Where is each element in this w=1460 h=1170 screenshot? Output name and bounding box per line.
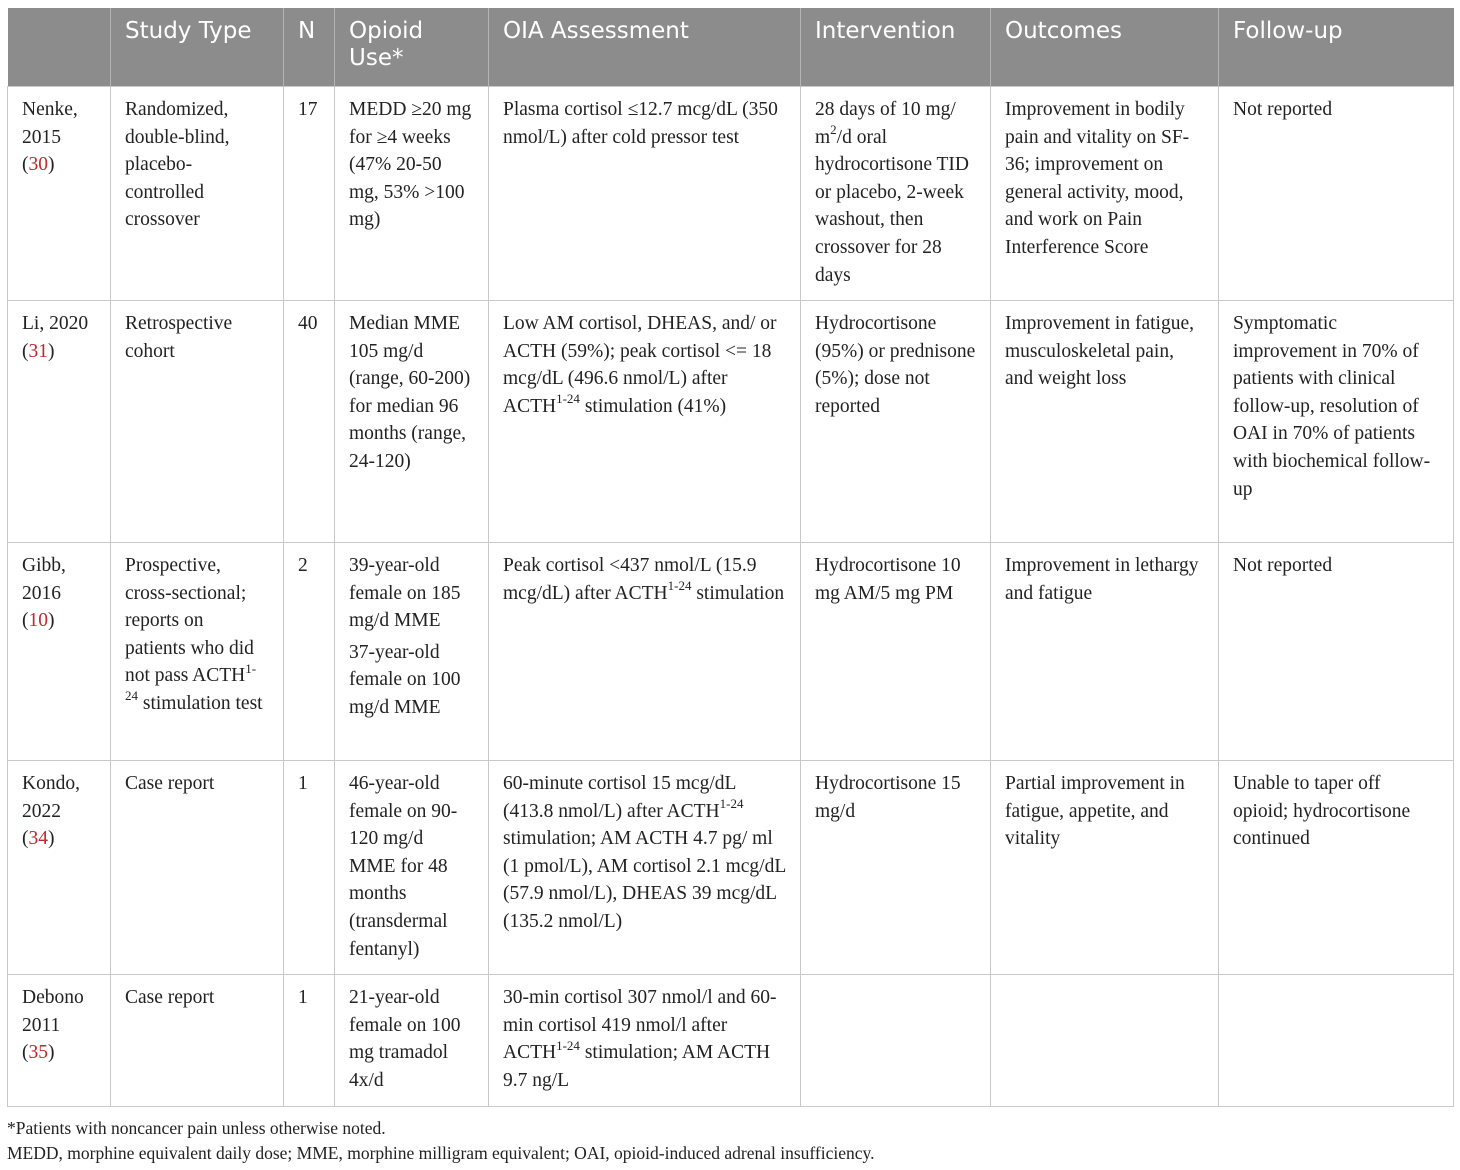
- outcomes-cell: Partial improvement in fatigue, appetite, and vitality: [991, 761, 1219, 975]
- table-row: [8, 301, 1454, 543]
- header-n: N: [284, 8, 335, 87]
- study-name: Gibb, 2016: [22, 555, 66, 604]
- study-cell: Li, 2020 (31): [8, 301, 111, 543]
- reference-link[interactable]: 30: [28, 154, 48, 176]
- outcomes-cell: Improvement in lethargy and fatigue: [991, 543, 1219, 761]
- oia-text: stimulation; AM ACTH 9.7 ng/L: [503, 1042, 771, 1091]
- study-name: Kondo, 2022: [22, 773, 80, 822]
- superscript: 1-24: [556, 391, 580, 407]
- reference-link[interactable]: 10: [28, 610, 48, 632]
- n-cell: 1: [284, 975, 335, 1107]
- n-cell: 1: [284, 761, 335, 975]
- oia-assessment-cell: [489, 543, 801, 761]
- study-name: Nenke, 2015: [22, 99, 78, 148]
- study-type-cell: [111, 543, 284, 761]
- table-row: [8, 87, 1454, 301]
- follow-up-cell: [1219, 975, 1454, 1107]
- intervention-cell: Hydrocortisone (95%) or prednisone (5%); dose not reported: [801, 301, 991, 543]
- oia-text: Peak cortisol <437 nmol/L (15.9 mcg/dL) after ACTH: [503, 555, 757, 604]
- follow-up-cell: Not reported: [1219, 543, 1454, 761]
- table-row: [8, 975, 1454, 1107]
- header-outcomes: Outcomes: [991, 8, 1219, 87]
- oia-text: stimulation: [691, 582, 785, 604]
- study-type-cell: Case report: [111, 975, 284, 1107]
- follow-up-cell: Symptomatic improvement in 70% of patients with clinical follow-up, resolution of OAI in 70% of patients with biochemical follow-up: [1219, 301, 1454, 543]
- opioid-use-cell: 46-year-old female on 90-120 mg/d MME for 48 months (transdermal fentanyl): [335, 761, 489, 975]
- opioid-use-cell: Median MME 105 mg/d (range, 60-200) for median 96 months (range, 24-120): [335, 301, 489, 543]
- follow-up-cell: Not reported: [1219, 87, 1454, 301]
- oia-text: 60-minute cortisol 15 mcg/dL (413.8 nmol/L) after ACTH: [503, 773, 736, 822]
- header-oia-assessment: OIA Assessment: [489, 8, 801, 87]
- superscript: 2: [830, 122, 837, 138]
- oia-assessment-cell: [489, 975, 801, 1107]
- superscript: 1-24: [125, 660, 257, 704]
- study-type-cell: Randomized, double-blind, placebo-controlled crossover: [111, 87, 284, 301]
- study-type-cell: Retrospective cohort: [111, 301, 284, 543]
- superscript: 1-24: [667, 578, 692, 594]
- superscript: 1-24: [556, 1037, 580, 1053]
- opioid-use-cell: MEDD ≥20 mg for ≥4 weeks (47% 20-50 mg, 53% >100 mg): [335, 87, 489, 301]
- footnote: *Patients with noncancer pain unless otherwise noted.: [7, 1118, 386, 1138]
- intervention-text: 28 days of 10 mg/ m: [815, 99, 956, 148]
- oia-text: Low AM cortisol, DHEAS, and/ or ACTH (59%); peak cortisol <= 18 mcg/dL (496.6 nmol/L) after ACTH: [503, 313, 777, 417]
- header-opioid-use: Opioid Use*: [335, 8, 489, 87]
- follow-up-cell: Unable to taper off opioid; hydrocortisone continued: [1219, 761, 1454, 975]
- table-footnotes: [7, 1116, 875, 1166]
- oia-assessment-cell: [489, 301, 801, 543]
- outcomes-cell: Improvement in bodily pain and vitality on SF-36; improvement on general activity, mood, and work on Pain Interference Score: [991, 87, 1219, 301]
- header-blank: [8, 8, 111, 87]
- reference-link[interactable]: 35: [28, 1042, 48, 1064]
- oia-text: stimulation (41%): [579, 395, 727, 417]
- reference-link[interactable]: 34: [28, 828, 48, 850]
- study-cell: Debono 2011 (35): [8, 975, 111, 1107]
- opioid-use-entry: 37-year-old female on 100 mg/d MME: [349, 641, 461, 718]
- n-cell: 2: [284, 543, 335, 761]
- superscript: 1-24: [719, 796, 744, 812]
- oia-text: 30-min cortisol 307 nmol/l and 60-min cortisol 419 nmol/l after ACTH: [503, 987, 777, 1064]
- opioid-use-cell: [335, 543, 489, 761]
- study-name: Debono 2011: [22, 987, 84, 1036]
- study-cell: Nenke, 2015 (30): [8, 87, 111, 301]
- oia-text: stimulation; AM ACTH 4.7 pg/ ml (1 pmol/L), AM cortisol 2.1 mcg/dL (57.9 nmol/L), DHEAS 39 mcg/dL (135.2 nmol/L): [503, 828, 786, 932]
- oia-assessment-cell: Plasma cortisol ≤12.7 mcg/dL (350 nmol/L) after cold pressor test: [489, 87, 801, 301]
- header-follow-up: Follow-up: [1219, 8, 1454, 87]
- intervention-cell: [801, 975, 991, 1107]
- outcomes-cell: Improvement in fatigue, musculoskeletal pain, and weight loss: [991, 301, 1219, 543]
- intervention-text: /d oral hydrocortisone TID or placebo, 2-week washout, then crossover for 28 days: [815, 126, 969, 286]
- intervention-cell: Hydrocortisone 10 mg AM/5 mg PM: [801, 543, 991, 761]
- intervention-cell: [801, 87, 991, 301]
- outcomes-cell: [991, 975, 1219, 1107]
- studies-table-container: [7, 8, 1453, 1107]
- reference-link[interactable]: 31: [28, 340, 48, 362]
- opioid-use-entry: 39-year-old female on 185 mg/d MME: [349, 555, 461, 632]
- study-type-cell: Case report: [111, 761, 284, 975]
- study-name: Li, 2020: [22, 313, 89, 334]
- oia-assessment-cell: [489, 761, 801, 975]
- header-study-type: Study Type: [111, 8, 284, 87]
- table-row: [8, 761, 1454, 975]
- studies-table: [7, 8, 1454, 1107]
- footnote: MEDD, morphine equivalent daily dose; MME, morphine milligram equivalent; OAI, opioid-induced adrenal insufficiency.: [7, 1143, 875, 1163]
- n-cell: 17: [284, 87, 335, 301]
- opioid-use-cell: 21-year-old female on 100 mg tramadol 4x/d: [335, 975, 489, 1107]
- header-intervention: Intervention: [801, 8, 991, 87]
- n-cell: 40: [284, 301, 335, 543]
- table-row: [8, 543, 1454, 761]
- intervention-cell: Hydrocortisone 15 mg/d: [801, 761, 991, 975]
- header-row: [8, 8, 1454, 87]
- study-type-text: stimulation test: [138, 692, 263, 714]
- study-cell: Kondo, 2022 (34): [8, 761, 111, 975]
- study-cell: Gibb, 2016 (10): [8, 543, 111, 761]
- study-type-text: Prospective, cross-sectional; reports on patients who did not pass ACTH: [125, 555, 254, 687]
